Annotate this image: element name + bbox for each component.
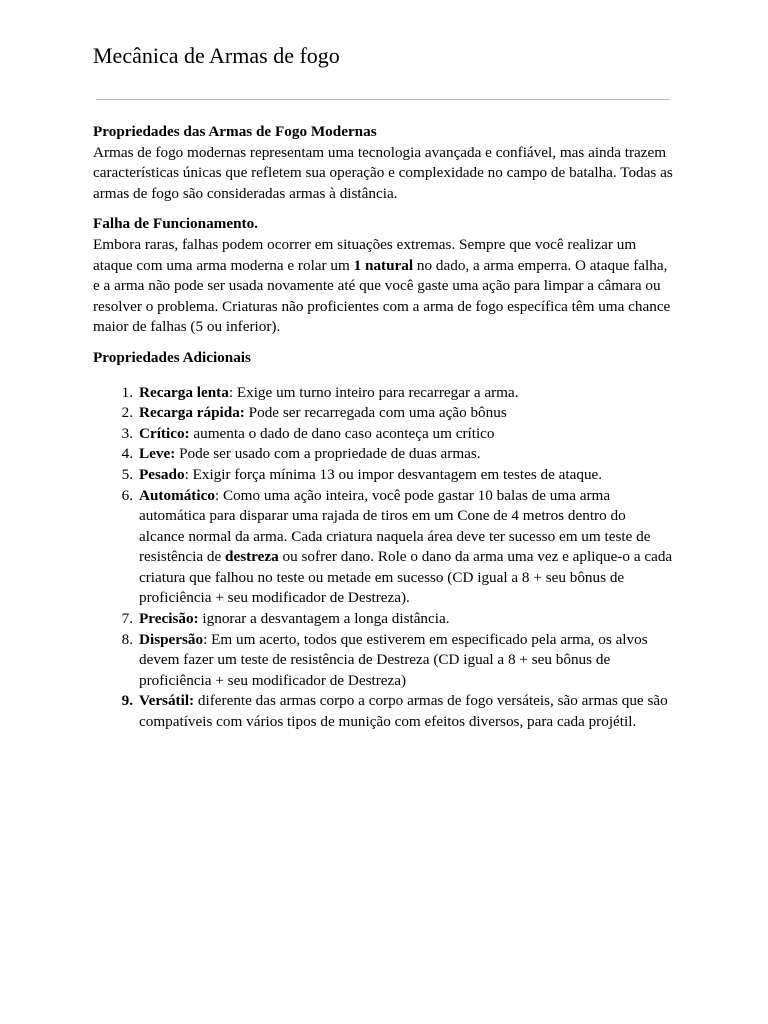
list-item	[93, 444, 673, 465]
section-malfunction	[93, 214, 673, 338]
list-number: 1.	[121, 383, 133, 401]
property-description: : Como uma ação inteira, você pode gastar 10 balas de uma arma automática para disparar uma rajada de tiros em um Cone de 4 metros dentro do alcance normal da arma. Cada criatura naquela área deve ter sucesso em um teste de resistência de	[139, 486, 651, 566]
property-bold-word: destreza	[225, 548, 279, 566]
list-item	[93, 465, 673, 486]
section-additional-properties	[93, 348, 673, 733]
list-number: 8.	[121, 630, 133, 648]
list-number: 2.	[121, 404, 133, 422]
list-item	[93, 403, 673, 424]
section-paragraph	[93, 235, 673, 338]
property-description: ignorar a desvantagem a longa distância.	[198, 610, 450, 628]
section-heading: Falha de Funcionamento.	[93, 215, 258, 233]
property-description: diferente das armas corpo a corpo armas de fogo versáteis, são armas que são compatíveis com vários tipos de munição com efeitos diversos, para cada projétil.	[139, 692, 668, 731]
property-description: Pode ser usado com a propriedade de duas armas.	[175, 445, 481, 463]
section-heading: Propriedades Adicionais	[93, 348, 251, 366]
property-term: Recarga rápida:	[139, 404, 245, 422]
section-modern-firearms	[93, 122, 673, 204]
list-number: 4.	[121, 445, 133, 463]
list-item	[93, 383, 673, 404]
horizontal-divider	[96, 99, 670, 100]
list-item	[93, 630, 673, 692]
property-term: Precisão:	[139, 610, 199, 628]
list-item	[93, 424, 673, 445]
property-description: : Exige um turno inteiro para recarregar a arma.	[228, 383, 519, 401]
list-number: 5.	[121, 465, 133, 483]
property-term: Crítico:	[139, 424, 190, 442]
list-number: 3.	[121, 424, 133, 442]
list-number: 6.	[121, 486, 133, 504]
page-title: Mecânica de Armas de fogo	[93, 43, 340, 68]
document-body	[93, 122, 673, 743]
properties-list	[93, 383, 673, 733]
property-description: Pode ser recarregada com uma ação bônus	[244, 404, 507, 422]
section-paragraph: Armas de fogo modernas representam uma tecnologia avançada e confiável, mas ainda trazem características únicas que refletem sua operação e complexidade no campo de batalha. Todas as armas de fogo são consideradas armas à distância.	[93, 143, 673, 202]
property-description: aumenta o dado de dano caso aconteça um crítico	[189, 424, 495, 442]
paragraph-bold-text: 1 natural	[353, 256, 414, 274]
list-item	[93, 609, 673, 630]
section-heading: Propriedades das Armas de Fogo Modernas	[93, 123, 377, 140]
list-item	[93, 486, 673, 610]
property-term: Leve:	[139, 445, 176, 463]
paragraph-text: no dado, a arma emperra. O ataque falha, e a arma não pode ser usada novamente até que você gaste uma ação para limpar a câmara ou resolver o problema. Criaturas não proficientes com a arma de fogo específica têm uma chance maior de falhas (5 ou inferior).	[93, 256, 671, 336]
property-term: Pesado	[139, 465, 185, 483]
property-term: Versátil:	[139, 692, 195, 710]
property-term: Recarga lenta	[139, 383, 229, 401]
property-description: : Exigir força mínima 13 ou impor desvantagem em testes de ataque.	[184, 465, 603, 483]
paragraph-text: Embora raras, falhas podem ocorrer em situações extremas. Sempre que você realizar um ataque com uma arma moderna e rolar um	[93, 235, 637, 274]
list-number: 9.	[121, 692, 133, 710]
property-term: Automático	[139, 486, 215, 504]
property-term: Dispersão	[139, 630, 204, 648]
property-description: ou sofrer dano. Role o dano da arma uma vez e aplique-o a cada criatura que falhou no teste ou metade em sucesso (CD igual a 8 + seu bônus de proficiência + seu modificador de Destreza).	[139, 548, 673, 607]
list-item	[93, 691, 673, 732]
list-number: 7.	[121, 610, 133, 628]
property-description: : Em um acerto, todos que estiverem em especificado pela arma, os alvos devem fazer um teste de resistência de Destreza (CD igual a 8 + seu bônus de proficiência + seu modificador de Destreza)	[139, 630, 648, 689]
